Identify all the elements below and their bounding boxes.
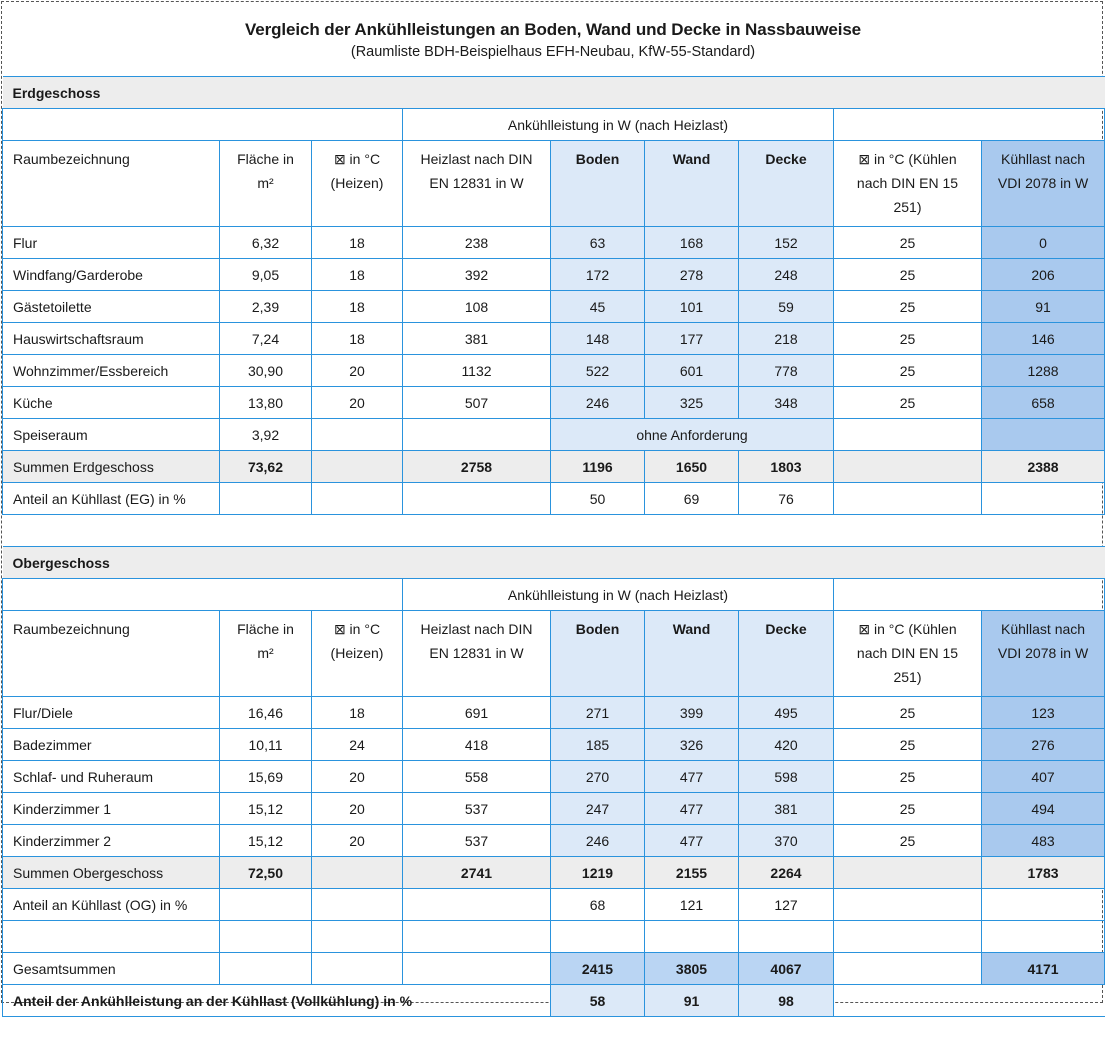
empty-cell [312,483,403,515]
section-title: Obergeschoss [3,547,1105,579]
col-header-area: Fläche in m² [220,141,312,227]
cool-load-value: 146 [982,323,1105,355]
heat-load-value: 418 [403,729,551,761]
sum-heat-load: 2758 [403,451,551,483]
cool-load-value: 123 [982,697,1105,729]
share-ceiling: 76 [739,483,834,515]
ceiling-value: 152 [739,227,834,259]
cool-load-value: 0 [982,227,1105,259]
area-value: 15,69 [220,761,312,793]
table-row [3,825,1105,857]
table-row [3,419,1105,451]
theta-cool-value: 25 [834,825,982,857]
empty-cell [834,889,982,921]
sum-area: 73,62 [220,451,312,483]
col-header-wall: Wand [645,141,739,227]
total-wall: 3805 [645,953,739,985]
column-header-row [3,141,1105,227]
room-name: Flur/Diele [3,697,220,729]
theta-cool-value: 25 [834,291,982,323]
table-row [3,227,1105,259]
empty-cell [834,419,982,451]
area-value: 16,46 [220,697,312,729]
empty-cell [312,889,403,921]
empty-cell [403,921,551,953]
sum-area: 72,50 [220,857,312,889]
theta-heat-value: 20 [312,761,403,793]
share-row [3,889,1105,921]
empty-cell [220,953,312,985]
table-row [3,323,1105,355]
theta-cool-value: 25 [834,259,982,291]
col-header-room: Raumbezeichnung [3,611,220,697]
cool-load-value: 494 [982,793,1105,825]
empty-cell [312,857,403,889]
empty-cell [403,483,551,515]
col-header-floor: Boden [551,611,645,697]
wall-value: 177 [645,323,739,355]
section-header [3,77,1105,109]
share-wall: 121 [645,889,739,921]
heat-load-value: 238 [403,227,551,259]
empty-cell [834,483,982,515]
theta-cool-value: 25 [834,355,982,387]
heat-load-value: 392 [403,259,551,291]
theta-cool-value: 25 [834,729,982,761]
table-title: Vergleich der Ankühlleistungen an Boden, Wand und Decke in Nassbauweise [244,20,862,39]
theta-heat-value: 18 [312,697,403,729]
ceiling-value: 778 [739,355,834,387]
group-header: Ankühlleistung in W (nach Heizlast) [403,579,834,611]
empty-cell [312,921,403,953]
col-header-floor: Boden [551,141,645,227]
total-floor: 2415 [551,953,645,985]
total-share-row [3,985,1105,1017]
total-cool-load: 4171 [982,953,1105,985]
area-value: 13,80 [220,387,312,419]
theta-cool-value: 25 [834,761,982,793]
wall-value: 601 [645,355,739,387]
total-share-label: Anteil der Ankühlleistung an der Kühllast (Vollkühlung) in % [3,985,551,1017]
theta-heat-value: 20 [312,825,403,857]
ceiling-value: 59 [739,291,834,323]
empty-cell [403,889,551,921]
empty-cell [3,921,220,953]
col-header-theta-cool: ⊠ in °C (Kühlen nach DIN EN 15 251) [834,141,982,227]
empty-cell [312,419,403,451]
sum-label: Summen Obergeschoss [3,857,220,889]
empty-cell [834,985,1105,1017]
empty-cell [220,483,312,515]
col-header-area: Fläche in m² [220,611,312,697]
total-share-wall: 91 [645,985,739,1017]
floor-value: 270 [551,761,645,793]
empty-cell [982,483,1105,515]
sum-cool-load: 1783 [982,857,1105,889]
empty-cell [312,451,403,483]
floor-value: 185 [551,729,645,761]
table-row [3,291,1105,323]
sum-wall: 2155 [645,857,739,889]
heat-load-value: 691 [403,697,551,729]
cool-load-value: 483 [982,825,1105,857]
floor-value: 63 [551,227,645,259]
cool-load-value: 658 [982,387,1105,419]
total-share-ceiling: 98 [739,985,834,1017]
spacer-row [3,921,1105,953]
wall-value: 477 [645,825,739,857]
ceiling-value: 248 [739,259,834,291]
col-header-room: Raumbezeichnung [3,141,220,227]
table-row [3,259,1105,291]
sum-floor: 1219 [551,857,645,889]
spacer [3,515,1105,547]
ceiling-value: 370 [739,825,834,857]
empty-cell [739,921,834,953]
cool-load-value: 91 [982,291,1105,323]
heat-load-value: 381 [403,323,551,355]
total-row [3,953,1105,985]
col-header-heat-load: Heizlast nach DIN EN 12831 in W [403,141,551,227]
section-header [3,547,1105,579]
theta-heat-value: 18 [312,259,403,291]
total-label: Gesamtsummen [3,953,220,985]
ceiling-value: 348 [739,387,834,419]
table-row [3,793,1105,825]
table-row [3,387,1105,419]
floor-value: 522 [551,355,645,387]
wall-value: 278 [645,259,739,291]
empty-cell [645,921,739,953]
col-header-theta-heat: ⊠ in °C (Heizen) [312,141,403,227]
theta-heat-value: 24 [312,729,403,761]
area-value: 2,39 [220,291,312,323]
wall-value: 477 [645,793,739,825]
area-value: 30,90 [220,355,312,387]
sum-wall: 1650 [645,451,739,483]
cooling-comparison-table [2,76,1105,1017]
title-block [2,2,1104,76]
table-subtitle: (Raumliste BDH-Beispielhaus EFH-Neubau, KfW-55-Standard) [350,44,756,60]
room-name: Flur [3,227,220,259]
theta-cool-value: 25 [834,227,982,259]
table-row [3,729,1105,761]
empty-cell [834,921,982,953]
area-value: 6,32 [220,227,312,259]
empty-cell [551,921,645,953]
theta-heat-value: 20 [312,793,403,825]
wall-value: 168 [645,227,739,259]
room-name: Gästetoilette [3,291,220,323]
col-header-wall: Wand [645,611,739,697]
total-share-floor: 58 [551,985,645,1017]
heat-load-value: 1132 [403,355,551,387]
section-title: Erdgeschoss [3,77,1105,109]
sum-cool-load: 2388 [982,451,1105,483]
cool-load-value: 1288 [982,355,1105,387]
theta-heat-value: 18 [312,291,403,323]
empty-cell [403,419,551,451]
wall-value: 325 [645,387,739,419]
room-name: Kinderzimmer 1 [3,793,220,825]
col-header-heat-load: Heizlast nach DIN EN 12831 in W [403,611,551,697]
room-name: Kinderzimmer 2 [3,825,220,857]
col-header-theta-heat: ⊠ in °C (Heizen) [312,611,403,697]
floor-value: 246 [551,387,645,419]
area-value: 10,11 [220,729,312,761]
sum-row [3,857,1105,889]
share-label: Anteil an Kühllast (EG) in % [3,483,220,515]
area-value: 15,12 [220,793,312,825]
theta-heat-value: 18 [312,227,403,259]
sum-row [3,451,1105,483]
wall-value: 326 [645,729,739,761]
wall-value: 399 [645,697,739,729]
heat-load-value: 507 [403,387,551,419]
floor-value: 45 [551,291,645,323]
empty-cell [403,953,551,985]
column-header-row [3,611,1105,697]
heat-load-value: 108 [403,291,551,323]
sum-floor: 1196 [551,451,645,483]
empty-cell [982,921,1105,953]
empty-cell [834,451,982,483]
share-ceiling: 127 [739,889,834,921]
theta-cool-value: 25 [834,793,982,825]
room-name: Hauswirtschaftsraum [3,323,220,355]
share-floor: 68 [551,889,645,921]
empty-cell [220,889,312,921]
room-name: Speiseraum [3,419,220,451]
room-name: Schlaf- und Ruheraum [3,761,220,793]
col-header-theta-cool: ⊠ in °C (Kühlen nach DIN EN 15 251) [834,611,982,697]
room-name: Wohnzimmer/Essbereich [3,355,220,387]
empty-cell [834,953,982,985]
area-value: 3,92 [220,419,312,451]
no-requirement-note: ohne Anforderung [551,419,834,451]
sum-label: Summen Erdgeschoss [3,451,220,483]
area-value: 15,12 [220,825,312,857]
sum-ceiling: 2264 [739,857,834,889]
empty-cell [834,579,1105,611]
floor-value: 246 [551,825,645,857]
share-label: Anteil an Kühllast (OG) in % [3,889,220,921]
theta-heat-value: 20 [312,387,403,419]
empty-cell [834,857,982,889]
theta-cool-value: 25 [834,387,982,419]
table-row [3,355,1105,387]
col-header-ceiling: Decke [739,611,834,697]
area-value: 9,05 [220,259,312,291]
ceiling-value: 381 [739,793,834,825]
share-wall: 69 [645,483,739,515]
col-header-cool-load: Kühllast nach VDI 2078 in W [982,141,1105,227]
floor-value: 172 [551,259,645,291]
empty-cell [3,109,403,141]
empty-cell [982,889,1105,921]
ceiling-value: 218 [739,323,834,355]
sum-heat-load: 2741 [403,857,551,889]
empty-cell [834,109,1105,141]
cool-load-value: 407 [982,761,1105,793]
theta-heat-value: 20 [312,355,403,387]
floor-value: 247 [551,793,645,825]
area-value: 7,24 [220,323,312,355]
theta-cool-value: 25 [834,323,982,355]
theta-cool-value: 25 [834,697,982,729]
cool-load-value: 206 [982,259,1105,291]
group-header-row [3,109,1105,141]
col-header-ceiling: Decke [739,141,834,227]
room-name: Badezimmer [3,729,220,761]
empty-cell [3,579,403,611]
room-name: Küche [3,387,220,419]
heat-load-value: 537 [403,825,551,857]
room-name: Windfang/Garderobe [3,259,220,291]
wall-value: 477 [645,761,739,793]
floor-value: 271 [551,697,645,729]
group-header-row [3,579,1105,611]
ceiling-value: 598 [739,761,834,793]
table-row [3,761,1105,793]
heat-load-value: 537 [403,793,551,825]
ceiling-value: 495 [739,697,834,729]
total-ceiling: 4067 [739,953,834,985]
col-header-cool-load: Kühllast nach VDI 2078 in W [982,611,1105,697]
theta-heat-value: 18 [312,323,403,355]
sum-ceiling: 1803 [739,451,834,483]
table-row [3,697,1105,729]
group-header: Ankühlleistung in W (nach Heizlast) [403,109,834,141]
empty-cell [982,419,1105,451]
empty-cell [312,953,403,985]
share-floor: 50 [551,483,645,515]
empty-cell [220,921,312,953]
spacer-row [3,515,1105,547]
floor-value: 148 [551,323,645,355]
cool-load-value: 276 [982,729,1105,761]
share-row [3,483,1105,515]
heat-load-value: 558 [403,761,551,793]
wall-value: 101 [645,291,739,323]
ceiling-value: 420 [739,729,834,761]
